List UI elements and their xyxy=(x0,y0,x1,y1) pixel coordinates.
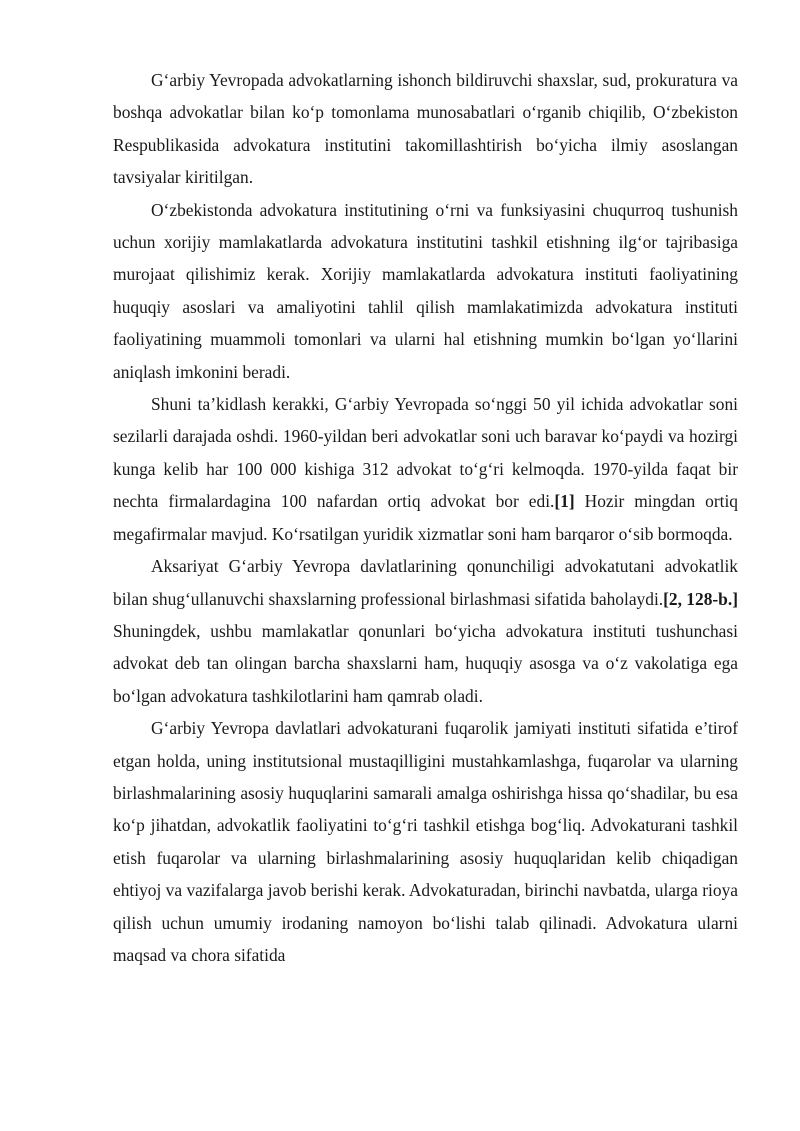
paragraph-text: Shuningdek, ushbu mamlakatlar qonunlari bo‘yicha advokatura instituti tushunchasi advokat deb tan olingan barcha shaxslarni ham, huquqiy asosga va o‘z vakolatiga ega bo‘lgan advokatura tashkilotlarini ham qamrab oladi. xyxy=(113,620,738,706)
document-page xyxy=(113,64,738,971)
paragraph-text: Aksariyat G‘arbiy Yevropa davlatlarining qonunchiligi advokatutani advokatlik bilan shug‘ullanuvchi shaxslarning professional birlashmasi sifatida baholaydi. xyxy=(113,556,738,609)
paragraph-text: G‘arbiy Yevropa davlatlari advokaturani fuqarolik jamiyati instituti sifatida e’tirof etgan holda, uning institutsional mustaqilligini mustahkamlashga, fuqarolar va ularning birlashmalarining asosiy huquqlarini samarali amalga oshirishga hissa qo‘shadilar, bu esa ko‘p jihatdan, advokatlik faoliyatini to‘g‘ri tashkil etishga bog‘liq. Advokaturani tashkil etish fuqarolar va ularning birlashmalarining asosiy huquqlaridan kelib chiqadigan ehtiyoj va vazifalarga javob berishi kerak. Advokaturadan, birinchi navbatda, ularga rioya qilish uchun umumiy irodaning namoyon bo‘lishi talab qilinadi. Advokatura ularni maqsad va chora sifatida xyxy=(113,718,738,965)
paragraph-text: G‘arbiy Yevropada advokatlarning ishonch bildiruvchi shaxslar, sud, prokuratura va boshqa advokatlar bilan ko‘p tomonlama munosabatlari o‘rganib chiqilib, O‘zbekiston Respublikasida advokatura institutini takomillashtirish bo‘yicha ilmiy asoslangan tavsiyalar kiritilgan. xyxy=(113,70,738,188)
paragraph-text: Shuni ta’kidlash kerakki, G‘arbiy Yevropada so‘nggi 50 yil ichida advokatlar soni sezilarli darajada oshdi. 1960-yildan beri advokatlar soni uch baravar ko‘paydi va hozirgi kunga kelib har 100 000 kishiga 312 advokat to‘g‘ri kelmoqda. 1970-yilda faqat bir nechta firmalardagina 100 nafardan ortiq advokat bor edi. xyxy=(113,394,738,512)
citation-reference: [1] xyxy=(554,491,575,512)
paragraph-1 xyxy=(113,64,738,194)
paragraph-3 xyxy=(113,388,738,550)
paragraph-5 xyxy=(113,712,738,971)
paragraph-text: O‘zbekistonda advokatura institutining o‘rni va funksiyasini chuqurroq tushunish uchun xorijiy mamlakatlarda advokatura institutini tashkil etishning ilg‘or tajribasiga murojaat qilishimiz kerak. Xorijiy mamlakatlarda advokatura instituti faoliyatining huquqiy asoslari va amaliyotini tahlil qilish mamlakatimizda advokatura instituti faoliyatining muammoli tomonlari va ularni hal etishning mumkin bo‘lgan yo‘llarini aniqlash imkonini beradi. xyxy=(113,199,738,382)
citation-reference: [2, 128-b.] xyxy=(663,588,738,609)
paragraph-text: Hozir mingdan ortiq megafirmalar mavjud. Ko‘rsatilgan yuridik xizmatlar soni ham barqaror o‘sib bormoqda. xyxy=(113,491,738,544)
paragraph-4 xyxy=(113,550,738,712)
paragraph-2 xyxy=(113,194,738,388)
